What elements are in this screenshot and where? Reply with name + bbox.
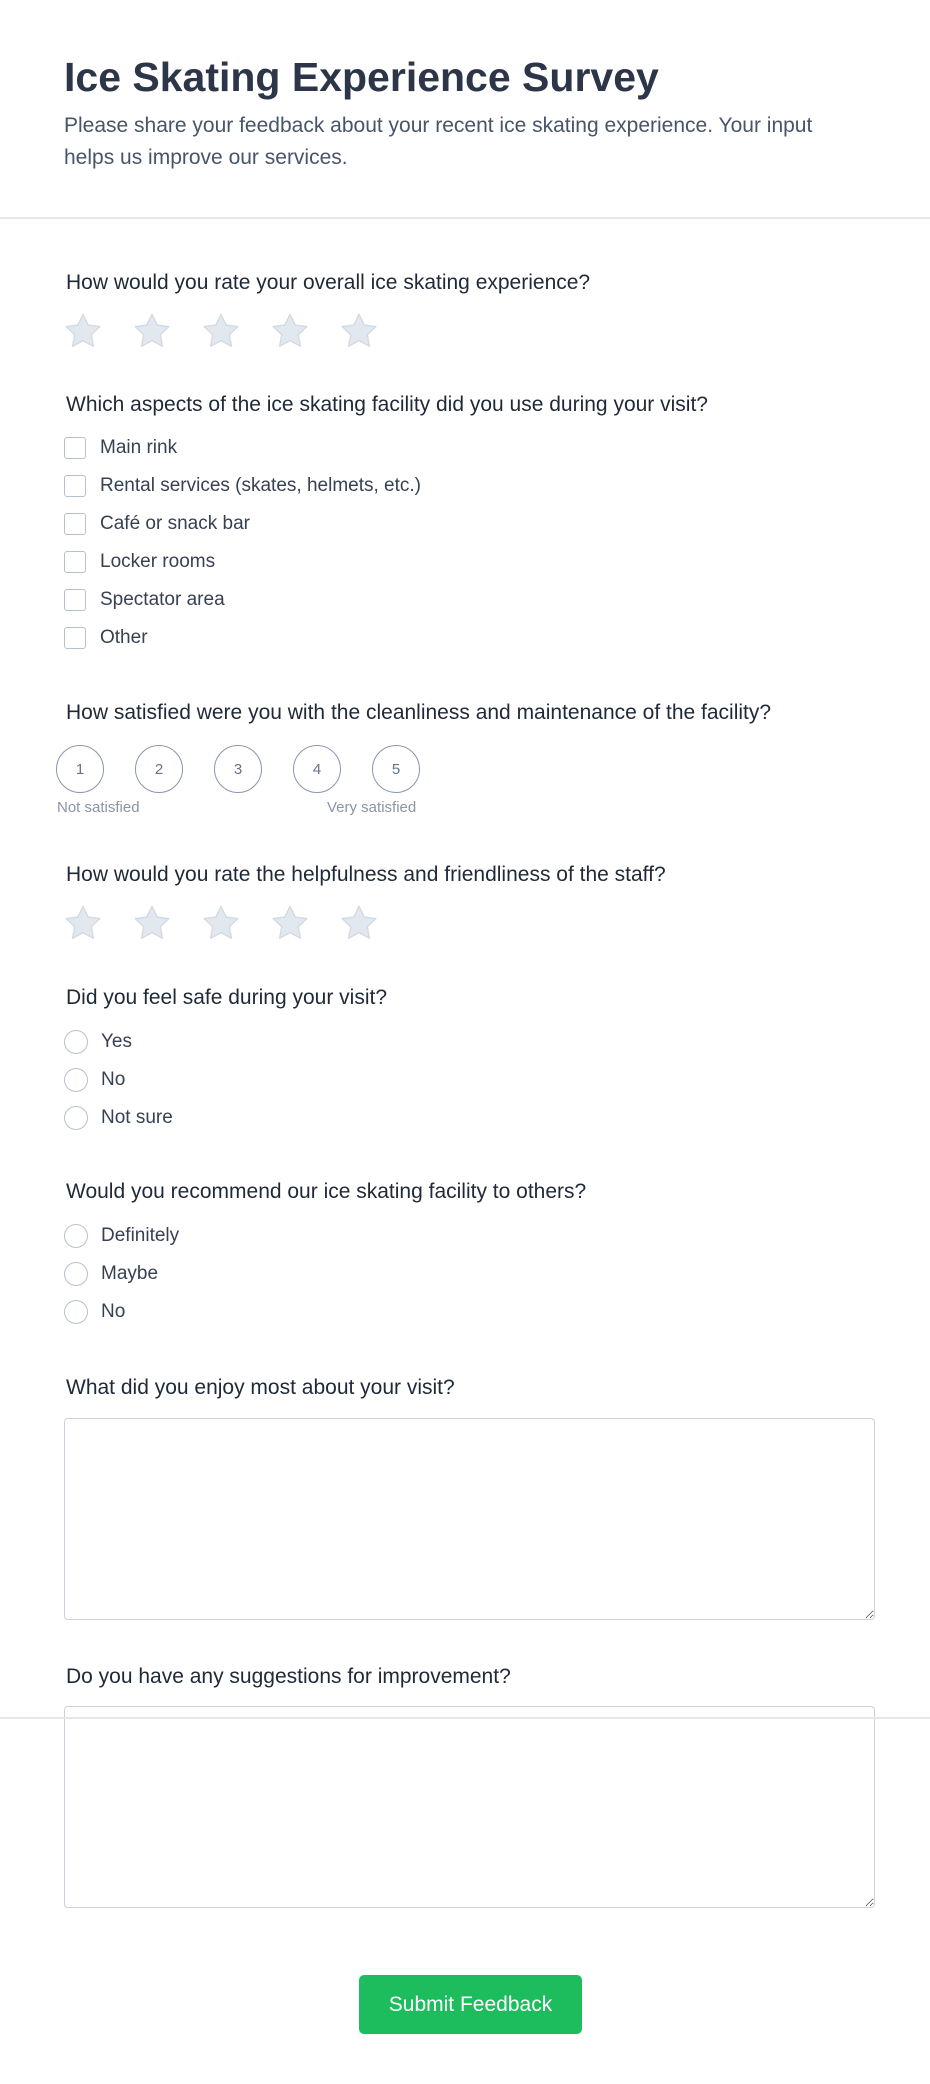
safety-options bbox=[64, 1023, 173, 1137]
submit-feedback-button[interactable]: Submit Feedback bbox=[359, 1975, 582, 2034]
checkbox[interactable] bbox=[64, 551, 86, 573]
star-icon[interactable] bbox=[200, 902, 242, 944]
suggestions-textarea[interactable] bbox=[64, 1706, 875, 1908]
checkbox-option[interactable]: Café or snack bar bbox=[64, 505, 421, 543]
radio-button[interactable] bbox=[64, 1106, 88, 1130]
checkbox[interactable] bbox=[64, 437, 86, 459]
radio-button[interactable] bbox=[64, 1300, 88, 1324]
scale-option-4[interactable]: 4 bbox=[293, 745, 341, 793]
radio-button[interactable] bbox=[64, 1224, 88, 1248]
checkbox[interactable] bbox=[64, 475, 86, 497]
question-staff-rating: How would you rate the helpfulness and friendliness of the staff? bbox=[66, 863, 666, 886]
checkbox-option[interactable]: Other bbox=[64, 619, 421, 657]
radio-button[interactable] bbox=[64, 1030, 88, 1054]
checkbox-option[interactable]: Spectator area bbox=[64, 581, 421, 619]
radio-button[interactable] bbox=[64, 1262, 88, 1286]
enjoyed-textarea[interactable] bbox=[64, 1418, 875, 1620]
question-suggestions: Do you have any suggestions for improvement? bbox=[66, 1665, 511, 1688]
page-subtitle: Please share your feedback about your recent ice skating experience. Your input helps us improve our services. bbox=[64, 114, 813, 169]
survey-form bbox=[0, 219, 930, 1936]
star-icon[interactable] bbox=[62, 310, 104, 352]
staff-rating-stars bbox=[62, 902, 380, 944]
scale-option-2[interactable]: 2 bbox=[135, 745, 183, 793]
question-overall-rating: How would you rate your overall ice skating experience? bbox=[66, 271, 591, 294]
scale-option-3[interactable]: 3 bbox=[214, 745, 262, 793]
scale-option-1[interactable]: 1 bbox=[56, 745, 104, 793]
scale-max-label: Very satisfied bbox=[327, 799, 417, 816]
radio-option[interactable]: No bbox=[64, 1061, 173, 1099]
checkbox-option[interactable]: Locker rooms bbox=[64, 543, 421, 581]
question-recommend: Would you recommend our ice skating facility to others? bbox=[66, 1180, 587, 1203]
radio-option[interactable]: Maybe bbox=[64, 1255, 179, 1293]
star-icon[interactable] bbox=[62, 902, 104, 944]
radio-option[interactable]: Not sure bbox=[64, 1099, 173, 1137]
checkbox[interactable] bbox=[64, 589, 86, 611]
radio-option[interactable]: Yes bbox=[64, 1023, 173, 1061]
question-enjoyed: What did you enjoy most about your visit? bbox=[66, 1376, 455, 1399]
radio-option[interactable]: Definitely bbox=[64, 1217, 179, 1255]
facilities-options bbox=[64, 429, 421, 657]
form-footer bbox=[0, 1938, 930, 2084]
question-cleanliness: How satisfied were you with the cleanliness and maintenance of the facility? bbox=[66, 701, 772, 724]
page-title: Ice Skating Experience Survey bbox=[64, 54, 659, 100]
star-icon[interactable] bbox=[338, 310, 380, 352]
recommend-options bbox=[64, 1217, 179, 1331]
question-facilities: Which aspects of the ice skating facility did you use during your visit? bbox=[66, 393, 708, 416]
survey-header bbox=[0, 0, 930, 219]
star-icon[interactable] bbox=[131, 310, 173, 352]
checkbox[interactable] bbox=[64, 513, 86, 535]
scale-option-5[interactable]: 5 bbox=[372, 745, 420, 793]
radio-option[interactable]: No bbox=[64, 1293, 179, 1331]
scale-min-label: Not satisfied bbox=[57, 799, 140, 816]
checkbox-option[interactable]: Rental services (skates, helmets, etc.) bbox=[64, 467, 421, 505]
star-icon[interactable] bbox=[269, 902, 311, 944]
star-icon[interactable] bbox=[269, 310, 311, 352]
radio-button[interactable] bbox=[64, 1068, 88, 1092]
star-icon[interactable] bbox=[338, 902, 380, 944]
checkbox-option[interactable]: Main rink bbox=[64, 429, 421, 467]
question-safety: Did you feel safe during your visit? bbox=[66, 986, 387, 1009]
star-icon[interactable] bbox=[131, 902, 173, 944]
footer-divider bbox=[0, 1717, 930, 1719]
overall-rating-stars bbox=[62, 310, 380, 352]
star-icon[interactable] bbox=[200, 310, 242, 352]
checkbox[interactable] bbox=[64, 627, 86, 649]
cleanliness-scale bbox=[56, 745, 420, 793]
